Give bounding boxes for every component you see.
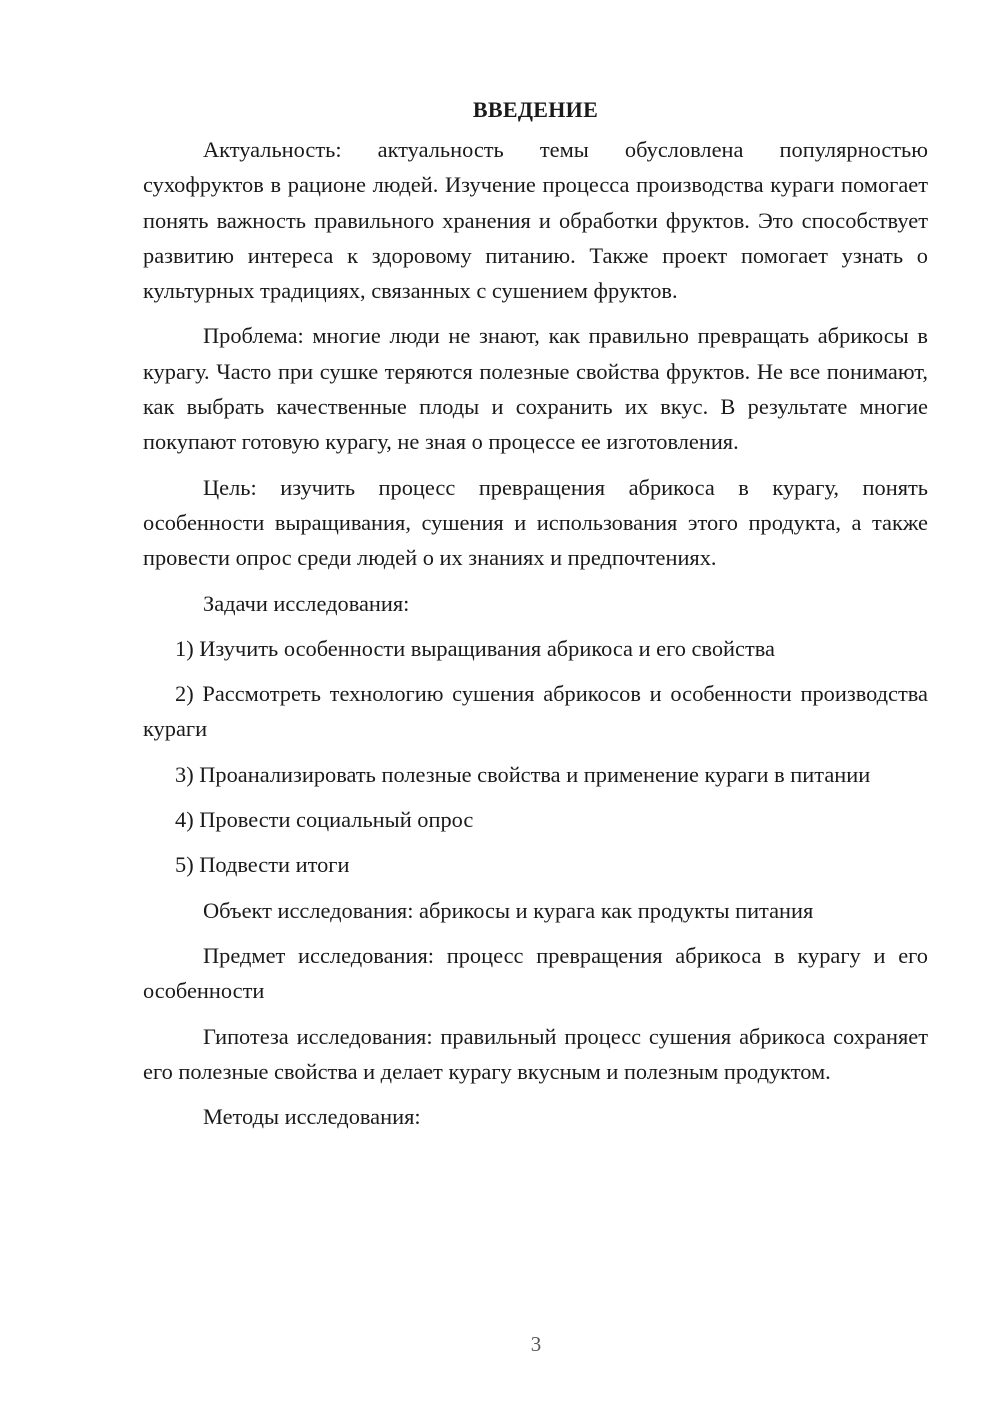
task-item-3: 3) Проанализировать полезные свойства и применение кураги в питании: [175, 761, 871, 787]
hypothesis-paragraph: Гипотеза исследования: правильный процесс сушения абрикоса сохраняет его полезные свойства и делает курагу вкусным и полезным продуктом.: [143, 1023, 928, 1084]
task-item-2: 2) Рассмотреть технологию сушения абрикосов и особенности производства кураги: [143, 681, 928, 742]
problem-paragraph: Проблема: многие люди не знают, как правильно превращать абрикосы в курагу. Часто при сушке теряются полезные свойства фруктов. Не все понимают, как выбрать качественные плоды и сохранить их вкус. В результате многие покупают готовую курагу, не зная о процессе ее изготовления.: [143, 323, 928, 455]
subject-paragraph: Предмет исследования: процесс превращения абрикоса в курагу и его особенности: [143, 942, 928, 1004]
document-page: [143, 92, 928, 1144]
relevance-paragraph: Актуальность: актуальность темы обусловлена популярностью сухофруктов в рационе людей. Изучение процесса производства кураги помогает понять важность правильного хранения и обработки фруктов. Это способствует развитию интереса к здоровому питанию. Также проект помогает узнать о культурных традициях, связанных с сушением фруктов.: [143, 137, 928, 304]
object-paragraph: Объект исследования: абрикосы и курага как продукты питания: [203, 897, 814, 923]
goal-paragraph: Цель: изучить процесс превращения абрикоса в курагу, понять особенности выращивания, сушения и использования этого продукта, а также провести опрос среди людей о их знаниях и предпочтениях.: [143, 474, 928, 571]
task-item-5: 5) Подвести итоги: [175, 852, 350, 878]
methods-heading: Методы исследования:: [203, 1104, 421, 1130]
page-title: ВВЕДЕНИЕ: [472, 97, 599, 122]
page-number: 3: [530, 1332, 542, 1356]
task-item-1: 1) Изучить особенности выращивания абрикоса и его свойства: [175, 635, 775, 661]
task-item-4: 4) Провести социальный опрос: [175, 807, 474, 833]
tasks-heading: Задачи исследования:: [203, 590, 410, 616]
